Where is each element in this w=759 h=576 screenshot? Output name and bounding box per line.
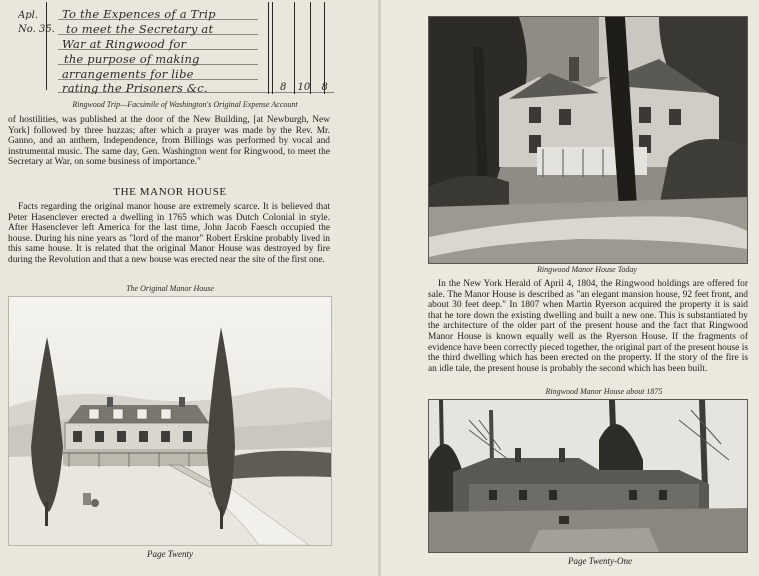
manuscript-line: To the Expences of a Trip bbox=[62, 7, 216, 21]
manuscript-margin-number: No. 35. bbox=[18, 24, 55, 35]
manor-sketch-graphic bbox=[9, 297, 331, 545]
photo-today-caption: Ringwood Manor House Today bbox=[537, 265, 637, 274]
expense-account-facsimile bbox=[18, 2, 334, 94]
manor-house-1875-graphic bbox=[429, 400, 747, 552]
manor-house-today-graphic bbox=[429, 17, 747, 263]
illustration-caption: The Original Manor House bbox=[126, 284, 214, 293]
photo-1875-caption: Ringwood Manor House about 1875 bbox=[545, 387, 663, 396]
manuscript-line: War at Ringwood for bbox=[62, 37, 187, 51]
manor-house-today-photo bbox=[428, 16, 748, 264]
section-heading: THE MANOR HOUSE bbox=[113, 186, 227, 198]
manuscript-margin-date: Apl. bbox=[18, 10, 38, 21]
manuscript-line: to meet the Secretary at bbox=[66, 22, 214, 36]
right-page-number: Page Twenty-One bbox=[567, 556, 633, 566]
manuscript-line: the purpose of making bbox=[64, 52, 200, 66]
manor-house-1875-photo bbox=[428, 399, 748, 553]
manor-paragraph bbox=[8, 202, 330, 266]
manuscript-amount: 8 10 8 bbox=[280, 82, 328, 93]
herald-paragraph bbox=[428, 279, 748, 374]
manuscript-line: rating the Prisoners &c. bbox=[62, 81, 208, 94]
intro-paragraph bbox=[8, 115, 330, 168]
manor-paragraph-text: Facts regarding the original manor house are extremely scarce. It is believed that Peter Hasenclever erected a dwelling in 1765 which was Dutch Colonial in style. After Hasenclever left America for the last time, John Jacob Faesch occupied the house. During his nine years as "lord of the manor" Robert Erskine probably lived in this same house. It is related that the original Manor House was destroyed by fire during the Revolution and that a new house was erected near the site of the first one. bbox=[8, 202, 330, 265]
left-page-number: Page Twenty bbox=[146, 549, 194, 559]
herald-paragraph-text: In the New York Herald of April 4, 1804, the Ringwood holdings are offered for sale. The Manor House is described as "an elegant mansion house, 92 feet front, and about 30 feet deep." In 1807 when Martin Ryerson acquired the property it is said that he tore down the existing dwelling and built a new one. This is substantiated by the architecture of the older part of the present house and the fact that Ringwood Manor House is known equally well as the Ryerson House. If the fragments of evidence have been correctly pieced together, the original part of the present house is the third dwelling which has been erected on the property. If the story of the fire is an idle tale, the present house is probably the second which has been built. bbox=[428, 279, 748, 374]
original-manor-house-illustration bbox=[8, 296, 332, 546]
intro-paragraph-text: of hostilities, was published at the door of the New Building, [at Newburgh, New York] followed by three huzzas; after which a prayer was made by the Rev. Mr. Ganno, and an anthem, Independence, from Billings was performed by vocal and instrumental music. The same day, Gen. Washington went for Ringwood, to meet the Secretary at War, on some business of importance." bbox=[8, 115, 330, 168]
manuscript-caption: Ringwood Trip—Facsimile of Washington's Original Expense Account bbox=[72, 100, 298, 109]
manuscript-line: arrangements for libe bbox=[62, 67, 194, 81]
